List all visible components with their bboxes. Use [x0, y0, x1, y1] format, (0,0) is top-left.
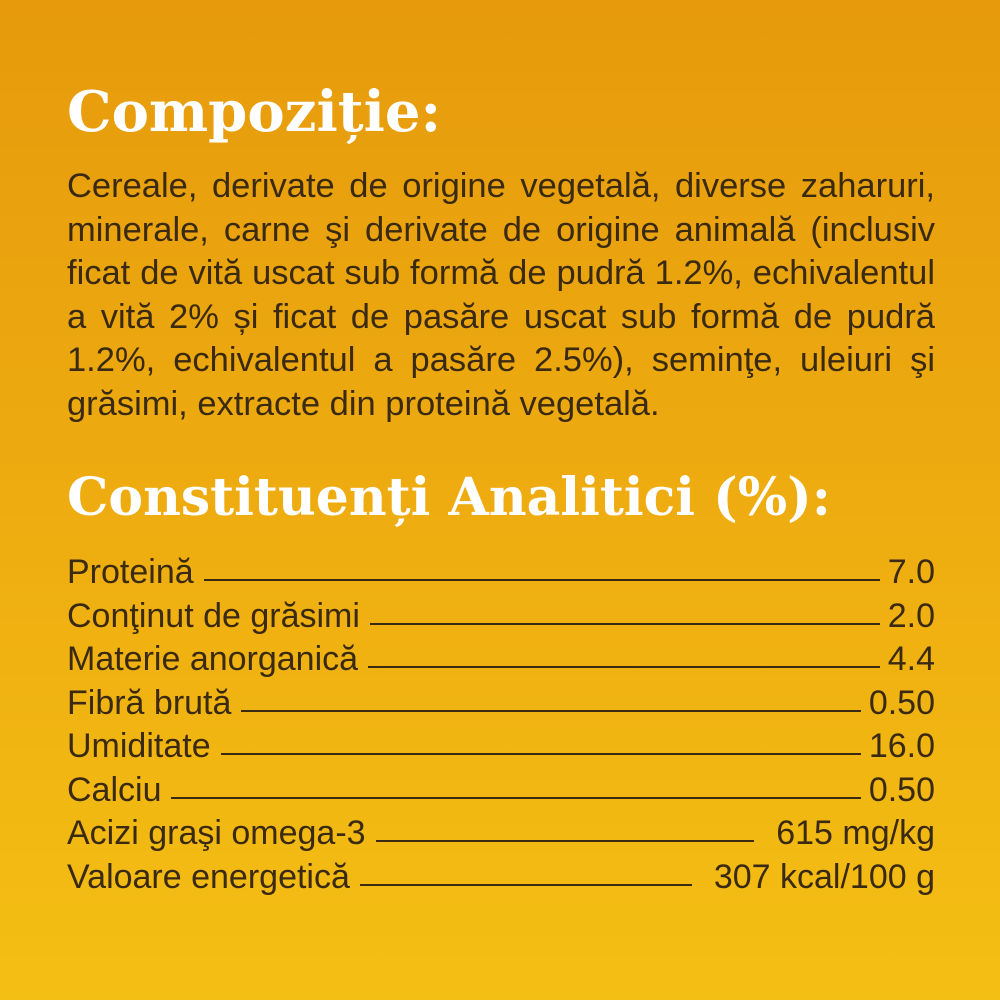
analytical-row-moisture	[67, 727, 935, 771]
row-value: 4.4	[887, 640, 935, 678]
row-label: Conţinut de grăsimi	[67, 596, 360, 635]
row-value: 307 kcal/100 g	[713, 857, 935, 896]
label-panel	[67, 70, 935, 901]
dotted-leader	[376, 840, 755, 842]
dotted-leader	[360, 884, 692, 886]
analytical-row-protein	[67, 553, 935, 597]
composition-heading: Compoziție:	[67, 79, 442, 145]
analytical-table	[67, 553, 935, 901]
row-label: Umiditate	[67, 727, 211, 765]
analytical-row-ash	[67, 640, 935, 684]
row-value: 16.0	[868, 727, 935, 765]
dotted-leader	[171, 797, 860, 799]
dotted-leader	[241, 710, 860, 712]
analytical-row-fibre	[67, 684, 935, 728]
composition-text: Cereale, derivate de origine vegetală, diverse zaharuri, minerale, carne şi derivate de origine animală (inclusiv ficat de vită uscat sub formă de pudră 1.2%, echivalentul a vită 2% și ficat de pasăre uscat sub formă de pudră 1.2%, echivalentul a pasăre 2.5%), seminţe, uleiuri şi grăsimi, extracte din proteină vegetală.	[67, 167, 935, 423]
analytical-row-calcium	[67, 771, 935, 815]
row-value: 0.50	[868, 683, 935, 722]
row-value: 615 mg/kg	[776, 814, 935, 852]
dotted-leader	[204, 579, 880, 581]
row-label: Materie anorganică	[67, 640, 359, 678]
row-value: 2.0	[887, 596, 935, 635]
row-label: Proteină	[67, 553, 194, 591]
analytical-row-omega3	[67, 814, 935, 858]
analytical-heading: Constituenți Analitici (%):	[67, 467, 831, 528]
row-label: Fibră brută	[67, 683, 232, 722]
analytical-row-energy	[67, 858, 935, 902]
dotted-leader	[370, 623, 880, 625]
row-label: Acizi graşi omega-3	[67, 814, 366, 852]
analytical-row-fat	[67, 597, 935, 641]
dotted-leader	[221, 753, 861, 755]
row-label: Calciu	[67, 770, 162, 809]
row-value: 7.0	[887, 553, 935, 591]
row-value: 0.50	[868, 770, 935, 809]
row-label: Valoare energetică	[67, 857, 350, 896]
dotted-leader	[368, 666, 880, 668]
